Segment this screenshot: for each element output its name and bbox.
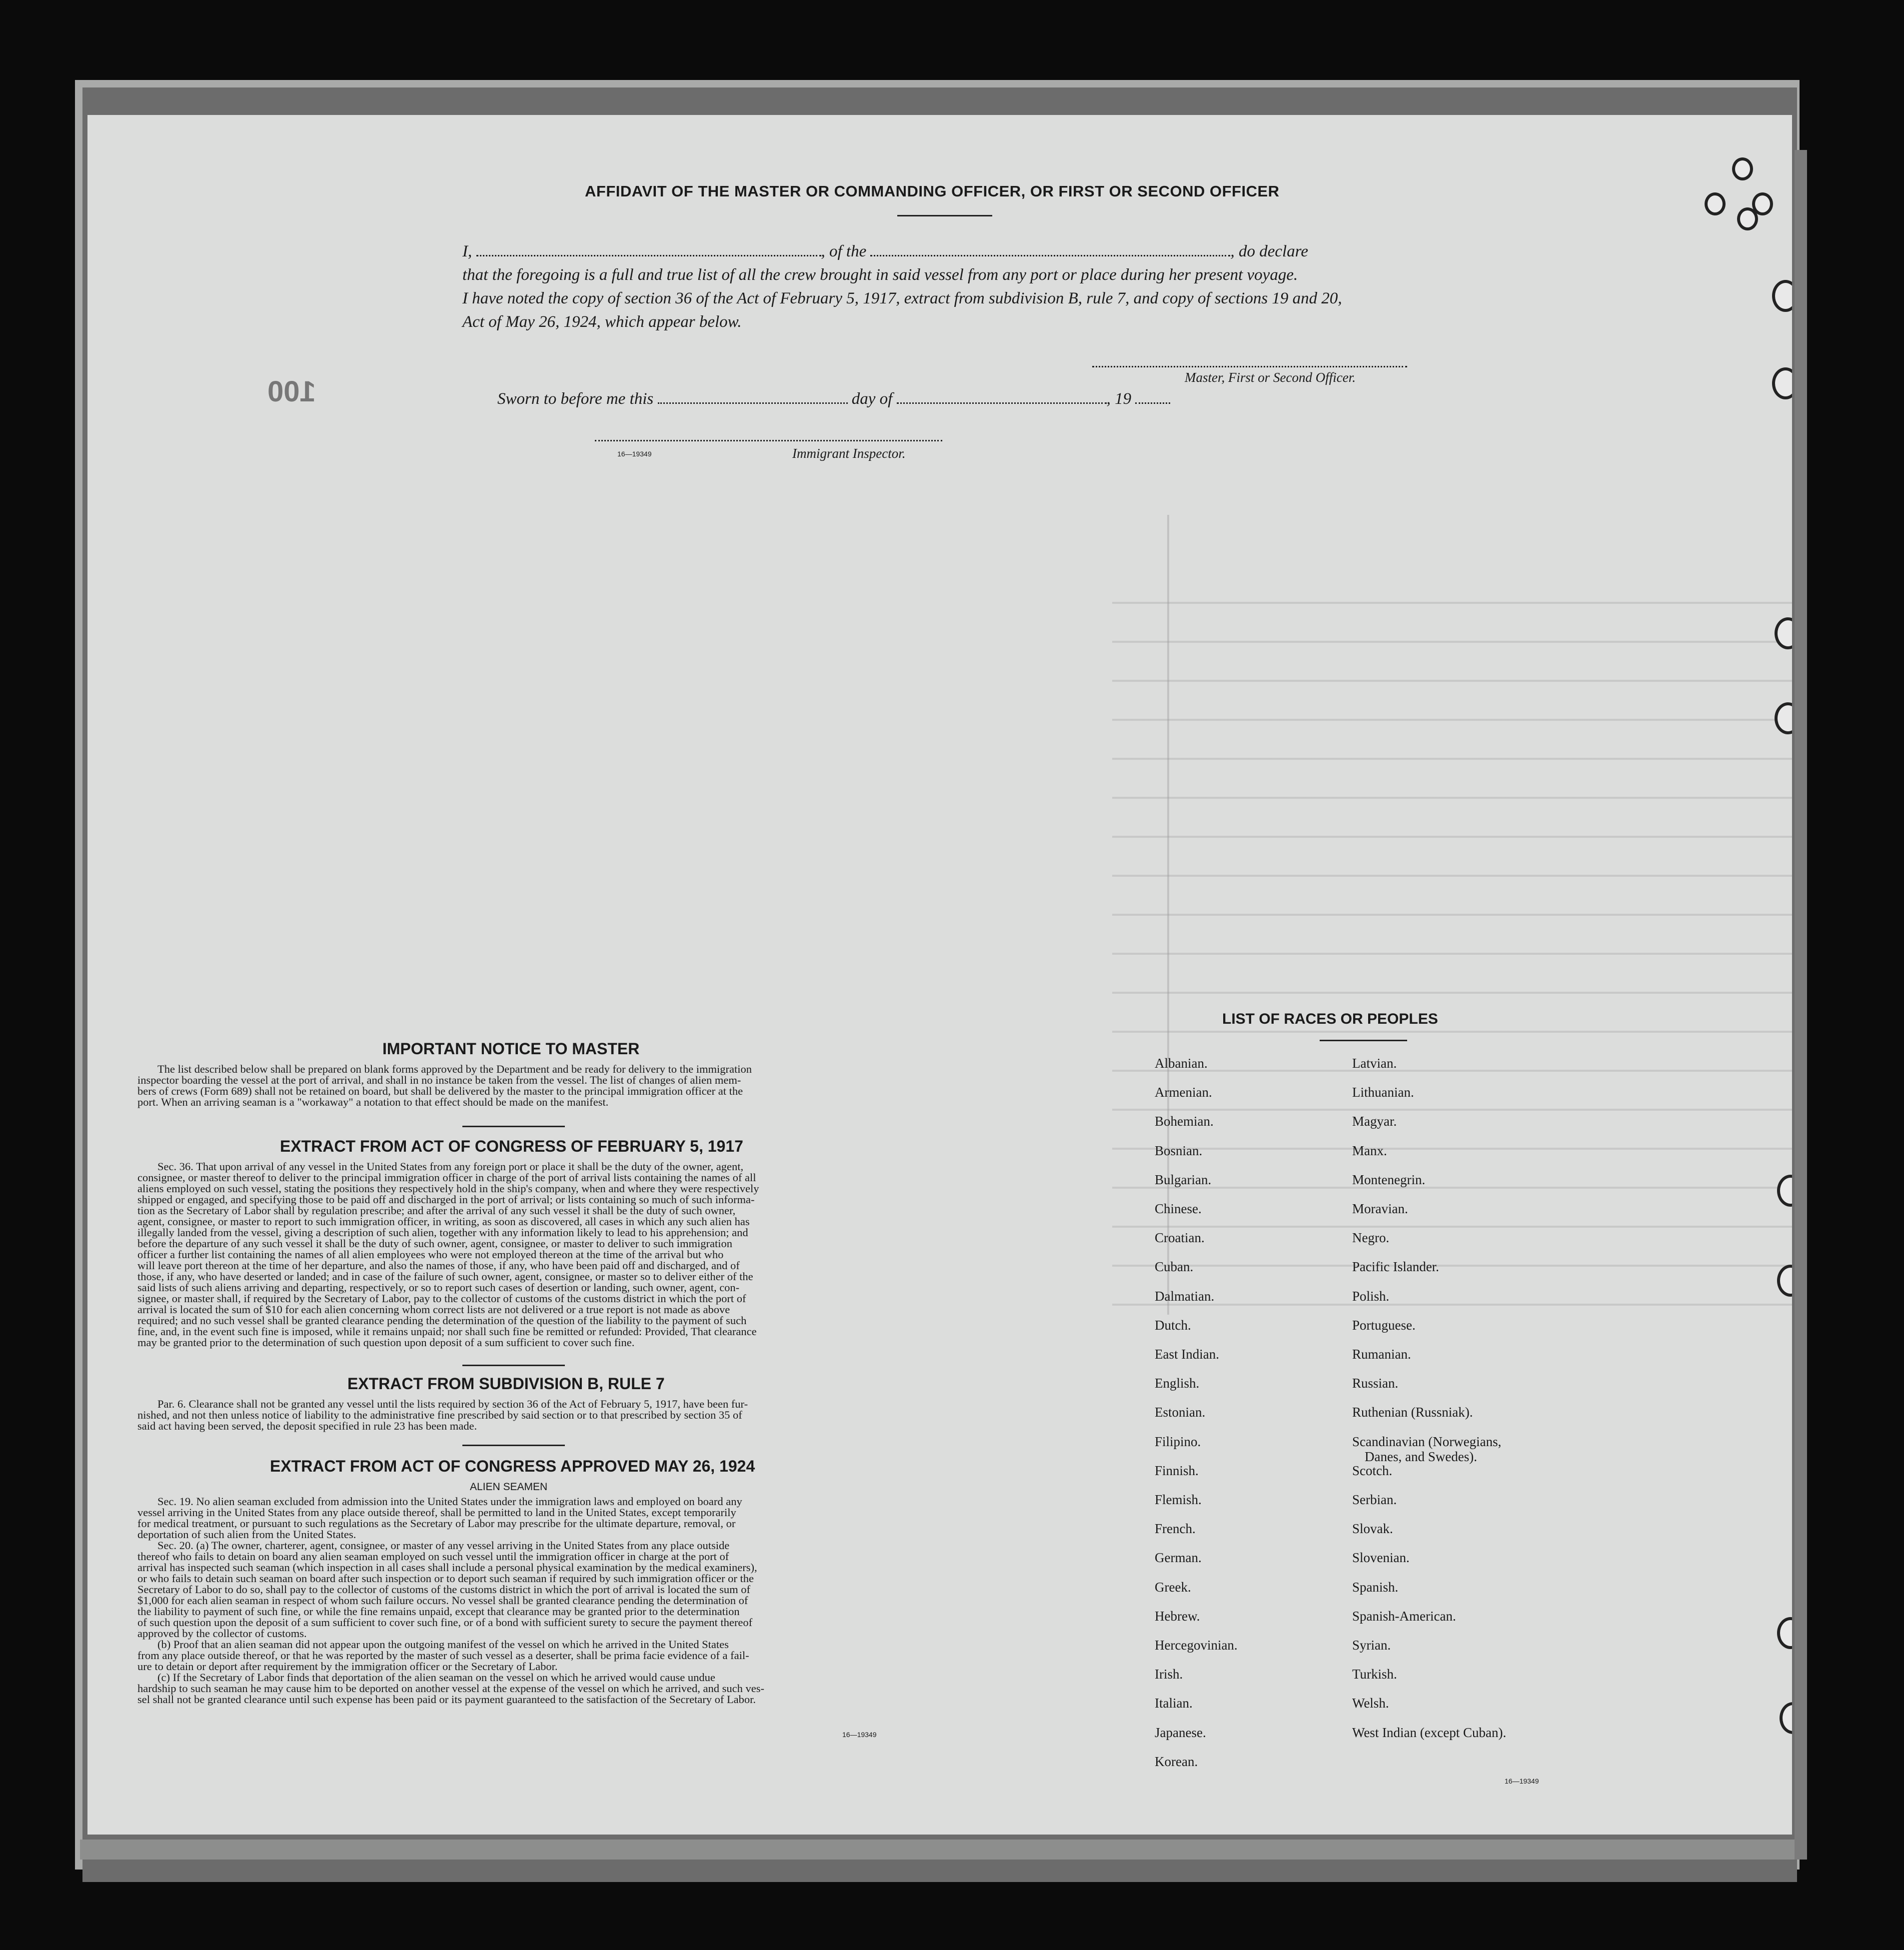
race-item: East Indian.: [1155, 1347, 1219, 1362]
extract-1917-line: before the departure of any such vessel it shall be the duty of such owner, agent, consignee, or master to deliver to such immigration: [137, 1237, 732, 1250]
sworn-line: [497, 390, 1170, 408]
race-item: Cuban.: [1155, 1259, 1194, 1275]
race-item: Hercegovinian.: [1155, 1638, 1238, 1653]
extract-1924-line: thereof who fails to detain on board any alien seaman employed on such vessel until the immigration officer in charge at the port of: [137, 1550, 729, 1563]
race-item: Spanish-American.: [1352, 1608, 1456, 1624]
sworn-year-blank[interactable]: [1135, 391, 1170, 404]
race-item: Turkish.: [1352, 1667, 1397, 1682]
race-item: Danes, and Swedes).: [1365, 1449, 1477, 1464]
affidavit-i-label: I,: [462, 242, 472, 260]
race-item: English.: [1155, 1376, 1200, 1391]
races-title-rule: [1320, 1040, 1407, 1041]
extract-1917-line: officer a further list containing the names of all alien employees who were not employed thereon at the time of the arrival but who: [137, 1248, 724, 1261]
extract-1924-line: vessel arriving in the United States from any place outside thereof, shall be permitted to land in the United States, except temporarily: [137, 1506, 736, 1519]
extract-1924-paragraph: [137, 1496, 892, 1705]
race-item: Chinese.: [1155, 1201, 1202, 1216]
race-item: Croatian.: [1155, 1230, 1205, 1246]
affidavit-line-1: [462, 242, 1308, 261]
notice-line: port. When an arriving seaman is a "workaway" a notation to that effect should be made on the manifest.: [137, 1096, 609, 1108]
extract-1917-line: said lists of such aliens arriving and departing, respectively, or so to report such cases of desertion or landing, such owner, agent, con-: [137, 1281, 740, 1294]
race-item: Bosnian.: [1155, 1143, 1203, 1158]
race-item: Japanese.: [1155, 1725, 1206, 1740]
extract-1917-line: tion as the Secretary of Labor shall by regulation prescribe; and after the arrival of any such vessel it shall be the duty of such owner,: [137, 1204, 736, 1217]
extract-1917-line: required; and no such vessel shall be granted clearance pending the determination of the question of the liability to the payment of such: [137, 1314, 747, 1327]
extract-1924-line: arrival has inspected such seaman (which inspection in all cases shall include a personal physical examination by the medical examiners),: [137, 1561, 757, 1574]
extract-1924-line: Sec. 20. (a) The owner, charterer, agent, consignee, or master of any vessel arriving in the United States from any place outside: [157, 1539, 730, 1552]
race-item: Greek.: [1155, 1579, 1191, 1595]
notice-line: bers of crews (Form 689) shall not be retained on board, but shall be delivered by the master to the principal immigration officer at the: [137, 1085, 743, 1097]
race-item: Pacific Islander.: [1352, 1259, 1439, 1275]
affidavit-declare-label: , do declare: [1230, 242, 1308, 260]
paper-edge-right: [1795, 150, 1807, 1860]
affidavit-title: AFFIDAVIT OF THE MASTER OR COMMANDING OFFICER, OR FIRST OR SECOND OFFICER: [585, 182, 1280, 200]
extract-form-number: 16—19349: [842, 1731, 877, 1739]
race-item: Italian.: [1155, 1696, 1193, 1711]
extract-1924-line: Secretary of Labor to do so, shall pay to the collector of customs of the customs district in which the port of arrival is located the sum of: [137, 1583, 750, 1596]
extract-1917-line: may be granted prior to the determination of such question upon deposit of a sum sufficient to cover such fine.: [137, 1336, 635, 1349]
sworn-prefix: Sworn to before me this: [497, 390, 654, 408]
master-signature-blank[interactable]: [1092, 355, 1407, 367]
race-item: Magyar.: [1352, 1114, 1397, 1129]
sworn-year: , 19: [1106, 390, 1132, 408]
rule7-line: Par. 6. Clearance shall not be granted any vessel until the lists required by section 36 of the Act of February 5, 1917, have been fur-: [157, 1398, 748, 1410]
sworn-day-blank[interactable]: [658, 391, 848, 404]
race-item: Welsh.: [1352, 1696, 1389, 1711]
notice-line: The list described below shall be prepared on blank forms approved by the Department and be ready for delivery to the immigration: [157, 1063, 752, 1075]
extract-1924-line: sel shall not be granted clearance until such expense has been paid or its payment guaranteed to the satisfaction of the Secretary of Labor.: [137, 1693, 756, 1706]
affidavit-of-the-label: , of the: [821, 242, 867, 260]
race-item: Russian.: [1352, 1376, 1399, 1391]
race-item: Albanian.: [1155, 1056, 1208, 1071]
race-item: Dutch.: [1155, 1317, 1191, 1333]
race-item: Portuguese.: [1352, 1317, 1416, 1333]
extract-1924-line: $1,000 for each alien seaman in respect of whom such failure occurs. No vessel shall be granted clearance pending the determination of: [137, 1594, 748, 1607]
extract-1924-line: or who fails to detain such seaman on board after such inspection or to deport such seaman if required by such immigration officer or the: [137, 1572, 754, 1585]
extract-1924-line: from any place outside thereof, or that he was reported by the master of such vessel as a deserter, shall be prima facie evidence of a fail-: [137, 1649, 749, 1662]
inspector-signature-blank[interactable]: [595, 429, 942, 441]
extract-1917-line: fine, and, in the event such fine is imposed, while it remains unpaid; nor shall such fine be remitted or refunded: Provided, That clearance: [137, 1325, 757, 1338]
race-item: German.: [1155, 1550, 1202, 1566]
rule7-line: nished, and not then unless notice of liability to the administrative fine prescribed by said section or to that prescribed by section 35 of: [137, 1409, 742, 1421]
punch-hole: [1737, 207, 1758, 230]
sworn-month-blank[interactable]: [897, 391, 1107, 404]
race-item: Polish.: [1352, 1288, 1390, 1304]
race-item: Latvian.: [1352, 1056, 1397, 1071]
race-item: Slovak.: [1352, 1521, 1393, 1537]
rule7-title: EXTRACT FROM SUBDIVISION B, RULE 7: [347, 1375, 665, 1393]
punch-hole: [1732, 157, 1753, 180]
notice-paragraph: [137, 1064, 892, 1108]
race-item: Armenian.: [1155, 1085, 1212, 1100]
race-item: Finnish.: [1155, 1463, 1199, 1478]
extract-1924-line: hardship to such seaman he may cause him to be deported on another vessel at the expense of the vessel on which he arrived, and such ves-: [137, 1682, 764, 1695]
rule7-paragraph: [137, 1399, 892, 1432]
extract-1924-subtitle: ALIEN SEAMEN: [470, 1481, 548, 1493]
races-title: LIST OF RACES OR PEOPLES: [1222, 1011, 1438, 1027]
affidavit-form-number: 16—19349: [617, 450, 652, 458]
races-form-number: 16—19349: [1505, 1777, 1539, 1785]
extract-1924-line: approved by the collector of customs.: [137, 1627, 307, 1640]
master-signature-label: Master, First or Second Officer.: [1185, 370, 1356, 385]
bleed-through: [1112, 565, 1792, 1315]
race-item: Montenegrin.: [1352, 1172, 1426, 1187]
race-item: Estonian.: [1155, 1405, 1206, 1420]
name-blank[interactable]: [476, 244, 821, 256]
race-item: Ruthenian (Russniak).: [1352, 1405, 1473, 1420]
vessel-blank[interactable]: [870, 244, 1230, 256]
extract-1917-line: arrival is located the sum of $10 for each alien concerning whom correct lists are not delivered or a true report is not made as above: [137, 1303, 730, 1316]
extract-1924-line: (b) Proof that an alien seaman did not appear upon the outgoing manifest of the vessel on which he arrived in the United States: [157, 1638, 729, 1651]
race-item: Hebrew.: [1155, 1608, 1200, 1624]
race-item: Slovenian.: [1352, 1550, 1410, 1566]
race-item: Lithuanian.: [1352, 1085, 1414, 1100]
punch-hole: [1780, 1702, 1792, 1734]
race-item: Filipino.: [1155, 1434, 1201, 1449]
extract-1917-line: illegally landed from the vessel, giving a description of such alien, together with any information likely to lead to his apprehension; and: [137, 1226, 748, 1239]
punch-hole: [1772, 280, 1792, 312]
extract-1924-title: EXTRACT FROM ACT OF CONGRESS APPROVED MAY 26, 1924: [270, 1457, 755, 1475]
extract-1917-line: agent, consignee, or master to report to such immigration officer, in writing, as soon as discovered, all cases in which any such alien has: [137, 1215, 750, 1228]
extract-1924-line: Sec. 19. No alien seaman excluded from admission into the United States under the immigration laws and employed on board any: [157, 1495, 742, 1508]
race-item: Moravian.: [1352, 1201, 1408, 1216]
extract-1924-line: (c) If the Secretary of Labor finds that deportation of the alien seaman on the vessel on which he arrived would cause undue: [157, 1671, 715, 1684]
extract-1924-line: ure to detain or deport after requirement by the immigration officer or the Secretary of Labor.: [137, 1660, 558, 1673]
punch-hole: [1705, 192, 1726, 215]
extract-1917-paragraph: [137, 1161, 892, 1348]
affidavit-line-4: Act of May 26, 1924, which appear below.: [462, 313, 742, 331]
race-item: Scandinavian (Norwegians,: [1352, 1434, 1502, 1449]
extract-1917-line: Sec. 36. That upon arrival of any vessel in the United States from any foreign port or place it shall be the duty of the owner, agent,: [157, 1160, 744, 1173]
race-item: Scotch.: [1352, 1463, 1393, 1478]
notice-line: inspector boarding the vessel at the port of arrival, and shall in no instance be taken from the vessel. The list of changes of alien mem-: [137, 1074, 741, 1086]
extract-1917-line: signee, or master shall, if required by the Secretary of Labor, pay to the collector of customs of the customs district in which the port of: [137, 1292, 746, 1305]
section-rule: [462, 1126, 565, 1127]
extract-1917-line: aliens employed on such vessel, stating the positions they respectively hold in the ship's company, when and where they were respectively: [137, 1182, 759, 1195]
affidavit-line-2: that the foregoing is a full and true list of all the crew brought in said vessel from any port or place during her present voyage.: [462, 266, 1298, 284]
paper-edge-bottom: [80, 1840, 1800, 1860]
affidavit-title-rule: [897, 215, 992, 216]
extract-1917-line: consignee, or master thereof to deliver to the principal immigration officer in charge of the port of arrival lists containing the names of all: [137, 1171, 756, 1184]
sworn-day-of: day of: [851, 390, 893, 408]
section-rule: [462, 1445, 565, 1446]
extract-1924-line: the liability to payment of such fine, or while the fine remains unpaid, except that clearance may be granted prior to the determination: [137, 1605, 740, 1618]
race-item: Rumanian.: [1352, 1347, 1411, 1362]
extract-1924-line: deportation of such alien from the United States.: [137, 1528, 356, 1541]
rule7-line: said act having been served, the deposit specified in rule 23 has been made.: [137, 1420, 477, 1432]
document-page: [87, 115, 1792, 1835]
race-item: Negro.: [1352, 1230, 1390, 1246]
extract-1924-line: of such question upon the deposit of a sum sufficient to cover such fine, or of a bond with sufficient surety to secure the payment thereof: [137, 1616, 753, 1629]
race-item: Serbian.: [1352, 1492, 1397, 1507]
extract-1917-title: EXTRACT FROM ACT OF CONGRESS OF FEBRUARY 5, 1917: [280, 1137, 743, 1155]
extract-1917-line: those, if any, who have deserted or landed; and in case of the failure of such owner, agent, consignee, or master so to deliver either of the: [137, 1270, 753, 1283]
extract-1917-line: will leave port thereon at the time of her departure, and also the names of those, if any, who have been paid off and discharged, and of: [137, 1259, 740, 1272]
inspector-label: Immigrant Inspector.: [792, 446, 906, 461]
race-item: Dalmatian.: [1155, 1288, 1215, 1304]
page-number: 100: [267, 375, 316, 408]
race-item: West Indian (except Cuban).: [1352, 1725, 1507, 1740]
race-item: Bulgarian.: [1155, 1172, 1212, 1187]
bleed-through-line: [1167, 515, 1169, 1315]
punch-hole: [1772, 367, 1792, 399]
race-item: Syrian.: [1352, 1638, 1391, 1653]
punch-hole: [1777, 1617, 1792, 1649]
race-item: Bohemian.: [1155, 1114, 1214, 1129]
section-rule: [462, 1365, 565, 1366]
race-item: Irish.: [1155, 1667, 1183, 1682]
extract-1917-line: shipped or engaged, and specifying those to be paid off and discharged in the port of arrival; or lists containing so much of such informa-: [137, 1193, 755, 1206]
race-item: French.: [1155, 1521, 1196, 1537]
race-item: Spanish.: [1352, 1579, 1399, 1595]
race-item: Korean.: [1155, 1754, 1198, 1769]
affidavit-line-3: I have noted the copy of section 36 of the Act of February 5, 1917, extract from subdivision B, rule 7, and copy of sections 19 and 20,: [462, 289, 1342, 307]
race-item: Flemish.: [1155, 1492, 1202, 1507]
extract-1924-line: for medical treatment, or pursuant to such regulations as the Secretary of Labor may prescribe for the ultimate departure, removal, or: [137, 1517, 736, 1530]
race-item: Manx.: [1352, 1143, 1387, 1158]
notice-title: IMPORTANT NOTICE TO MASTER: [382, 1040, 640, 1058]
